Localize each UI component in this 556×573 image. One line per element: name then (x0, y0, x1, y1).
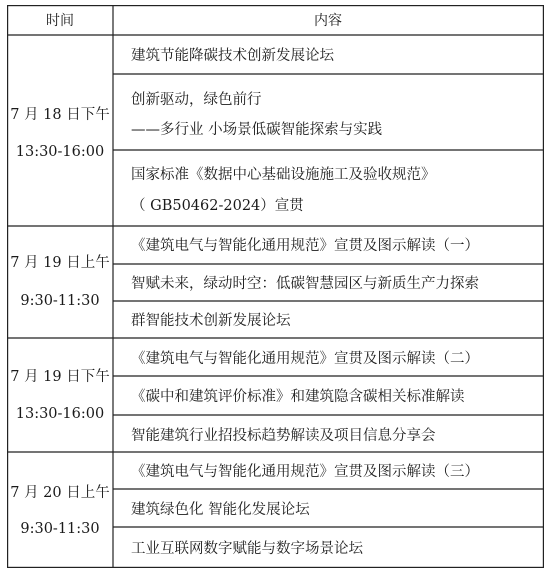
session-item: 国家标准《数据中心基础设施施工及验收规范》 (131, 167, 436, 183)
session-hours: 9:30-11:30 (20, 293, 100, 309)
session-date: 7 月 18 日下午 (10, 107, 110, 123)
session-hours: 9:30-11:30 (20, 521, 100, 537)
session-item: 《建筑电气与智能化通用规范》宣贯及图示解读（一） (131, 238, 479, 254)
session-item: 群智能技术创新发展论坛 (131, 313, 291, 329)
schedule-table (7, 5, 544, 568)
session-hours: 13:30-16:00 (15, 144, 105, 160)
session-date: 7 月 19 日下午 (10, 369, 110, 385)
session-date: 7 月 20 日上午 (10, 485, 110, 501)
session-item: 智能建筑行业招投标趋势解读及项目信息分享会 (131, 428, 436, 444)
session-item: 建筑绿色化 智能化发展论坛 (131, 502, 310, 518)
session-item: 《建筑电气与智能化通用规范》宣贯及图示解读（二） (131, 351, 479, 367)
session-item: ——多行业 小场景低碳智能探索与实践 (131, 122, 383, 138)
session-item: 智赋未来，绿动时空：低碳智慧园区与新质生产力探索 (131, 276, 479, 292)
session-item: 《建筑电气与智能化通用规范》宣贯及图示解读（三） (131, 464, 479, 480)
header-content: 内容 (314, 13, 342, 29)
session-date: 7 月 19 日上午 (10, 255, 110, 271)
session-item: 《碳中和建筑评价标准》和建筑隐含碳相关标准解读 (131, 389, 465, 405)
session-item: （ GB50462-2024）宣贯 (131, 198, 304, 214)
header-time: 时间 (46, 13, 74, 29)
session-item: 创新驱动，绿色前行 (131, 92, 262, 108)
session-item: 建筑节能降碳技术创新发展论坛 (131, 48, 334, 64)
session-hours: 13:30-16:00 (15, 406, 105, 422)
session-item: 工业互联网数字赋能与数字场景论坛 (131, 541, 363, 557)
